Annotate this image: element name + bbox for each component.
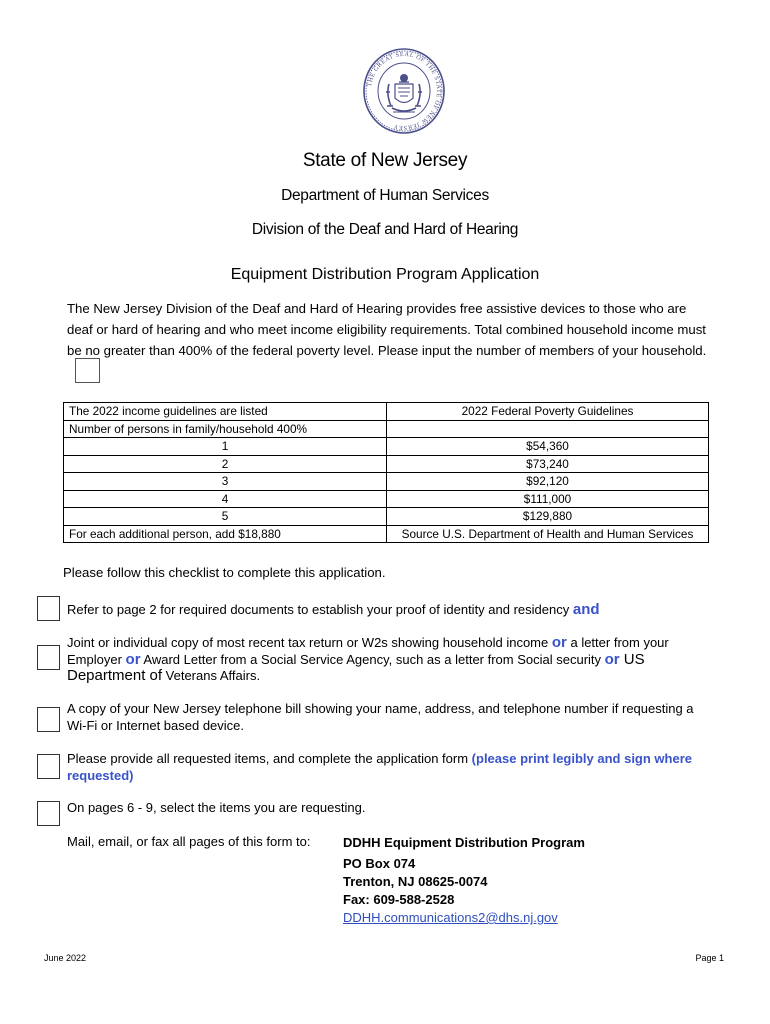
or-emphasis: or xyxy=(604,650,620,668)
svg-text:THE GREAT SEAL OF THE STATE OF: THE GREAT SEAL OF THE STATE OF NEW JERSEY xyxy=(366,50,443,132)
checklist-item-4: Please provide all requested items, and complete the application form (please print legibly and sign where requested) xyxy=(67,751,692,783)
or-emphasis: or xyxy=(125,650,141,668)
checklist-checkbox-5[interactable] xyxy=(37,801,60,826)
table-row xyxy=(64,473,709,491)
header-right-cell: 2022 Federal Poverty Guidelines xyxy=(387,403,709,421)
table-row xyxy=(64,438,709,456)
subheader-left-cell: Number of persons in family/household 400% xyxy=(64,420,387,438)
checklist-checkbox-1[interactable] xyxy=(37,596,60,621)
department-title: Department of Human Services xyxy=(281,187,489,204)
income-guidelines-table xyxy=(63,402,709,543)
state-title: State of New Jersey xyxy=(302,150,468,171)
persons-cell: 2 xyxy=(64,455,387,473)
fax-line: Fax: 609-588-2528 xyxy=(343,892,455,907)
amount-cell: $73,240 xyxy=(387,455,709,473)
checklist-checkbox-2[interactable] xyxy=(37,645,60,670)
persons-cell: 4 xyxy=(64,490,387,508)
or-emphasis: or xyxy=(551,634,567,651)
persons-cell: 3 xyxy=(64,473,387,491)
table-subheader-row xyxy=(64,420,709,438)
subheader-right-cell xyxy=(387,420,709,438)
city-line: Trenton, NJ 08625-0074 xyxy=(343,874,488,889)
checklist-item-3: A copy of your New Jersey telephone bill showing your name, address, and telephone number if requesting a Wi-Fi or Internet based device. xyxy=(67,701,694,733)
persons-cell: 1 xyxy=(64,438,387,456)
checklist-intro: Please follow this checklist to complete this application. xyxy=(63,565,386,580)
checklist-checkbox-3[interactable] xyxy=(37,707,60,732)
email-link[interactable]: DDHH.communications2@dhs.nj.gov xyxy=(343,910,558,925)
footer-right-cell: Source U.S. Department of Health and Human Services xyxy=(387,525,709,543)
checklist-item-5: On pages 6 - 9, select the items you are requesting. xyxy=(67,800,366,815)
po-box: PO Box 074 xyxy=(343,856,416,871)
table-footer-row xyxy=(64,525,709,543)
checklist-checkbox-4[interactable] xyxy=(37,754,60,779)
persons-cell: 5 xyxy=(64,508,387,526)
program-title: Equipment Distribution Program Application xyxy=(230,266,540,283)
new-jersey-seal-icon xyxy=(363,48,445,134)
table-header-row xyxy=(64,403,709,421)
footer-left-cell: For each additional person, add $18,880 xyxy=(64,525,387,543)
division-title: Division of the Deaf and Hard of Hearing xyxy=(251,221,519,238)
and-emphasis: and xyxy=(572,601,600,618)
amount-cell: $111,000 xyxy=(387,490,709,508)
print-note: (please print legibly and sign where requested) xyxy=(67,751,692,783)
header-left-cell: The 2022 income guidelines are listed xyxy=(64,403,387,421)
program-name: DDHH Equipment Distribution Program xyxy=(343,835,585,850)
footer-date: June 2022 xyxy=(44,953,87,963)
mail-label: Mail, email, or fax all pages of this form to: xyxy=(67,834,311,849)
amount-cell: $129,880 xyxy=(387,508,709,526)
mailing-address xyxy=(343,834,585,927)
amount-cell: $92,120 xyxy=(387,473,709,491)
table-row xyxy=(64,508,709,526)
intro-paragraph xyxy=(67,298,707,386)
footer-page: Page 1 xyxy=(695,953,724,963)
household-count-input[interactable] xyxy=(75,358,100,383)
table-row xyxy=(64,490,709,508)
amount-cell: $54,360 xyxy=(387,438,709,456)
checklist-item-1: Refer to page 2 for required documents to establish your proof of identity and residency and xyxy=(67,601,600,618)
intro-text: The New Jersey Division of the Deaf and Hard of Hearing provides free assistive devices to those who are deaf or hard of hearing and who meet income eligibility requirements. Total combined household income must be no greater than 400% of the federal poverty level. Please input the number of members of your household. xyxy=(67,301,707,358)
state-seal xyxy=(363,48,445,134)
checklist-item-2: Joint or individual copy of most recent tax return or W2s showing household income or a letter from your Employer or Award Letter from a Social Service Agency, such as a letter from Social security or US Department of Veterans Affairs. xyxy=(67,634,669,684)
table-row xyxy=(64,455,709,473)
